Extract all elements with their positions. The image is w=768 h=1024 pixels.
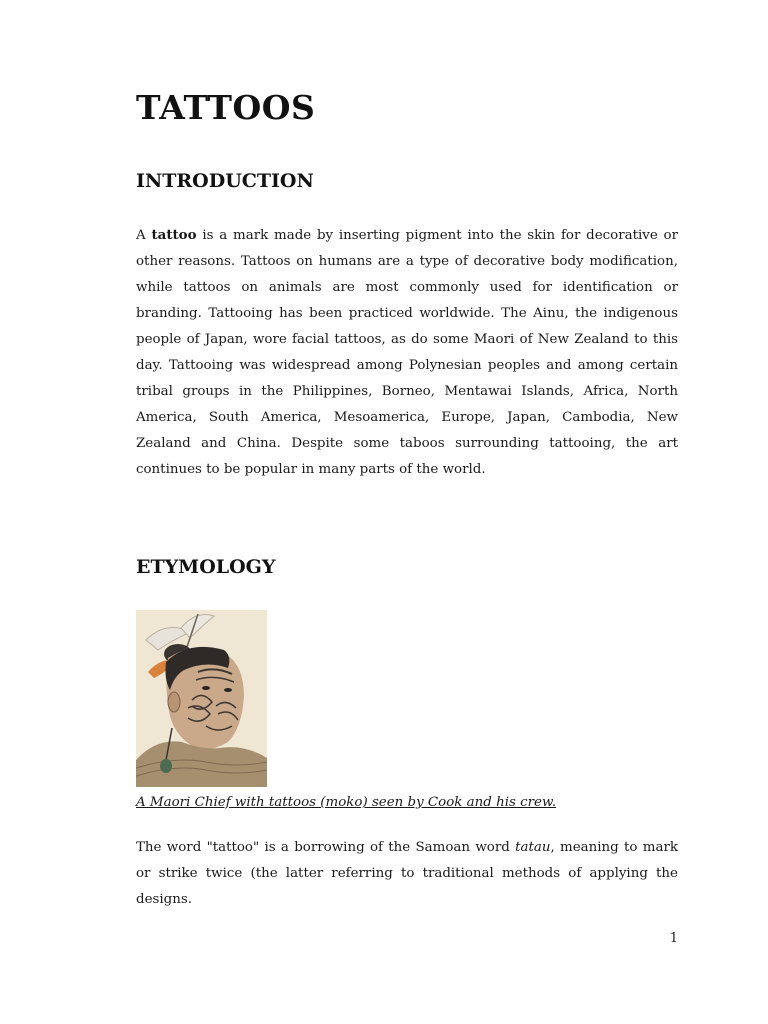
etym-text-start: The word "tattoo" is a borrowing of the Samoan word <box>136 840 516 855</box>
introduction-heading: INTRODUCTION <box>136 170 314 192</box>
etym-text-rest: , meaning to mark or strike twice (the latter referring to traditional methods of applying the designs. <box>136 840 678 907</box>
intro-text-start: A <box>136 228 152 243</box>
etymology-heading: ETYMOLOGY <box>136 556 276 578</box>
introduction-paragraph <box>136 222 678 483</box>
etymology-paragraph <box>136 835 678 913</box>
etym-italic-term: tatau <box>515 840 551 855</box>
intro-text-rest: is a mark made by inserting pigment into the skin for decorative or other reasons. Tattoos on humans are a type of decorative body modification, while tattoos on animals are most commonly used for identification or branding. Tattooing has been practiced worldwide. The Ainu, the indigenous people of Japan, wore facial tattoos, as do some Maori of New Zealand to this day. Tattooing was widespread among Polynesian peoples and among certain tribal groups in the Philippines, Borneo, Mentawai Islands, Africa, North America, South America, Mesoamerica, Europe, Japan, Cambodia, New Zealand and China. Despite some taboos surrounding tattooing, the art continues to be popular in many parts of the world. <box>136 228 678 477</box>
image-caption: A Maori Chief with tattoos (moko) seen by Cook and his crew. <box>136 795 557 810</box>
intro-bold-term: tattoo <box>151 227 197 243</box>
maori-chief-portrait-image <box>136 610 267 787</box>
page-number: 1 <box>669 931 678 946</box>
document-title: TATTOOS <box>136 88 316 127</box>
